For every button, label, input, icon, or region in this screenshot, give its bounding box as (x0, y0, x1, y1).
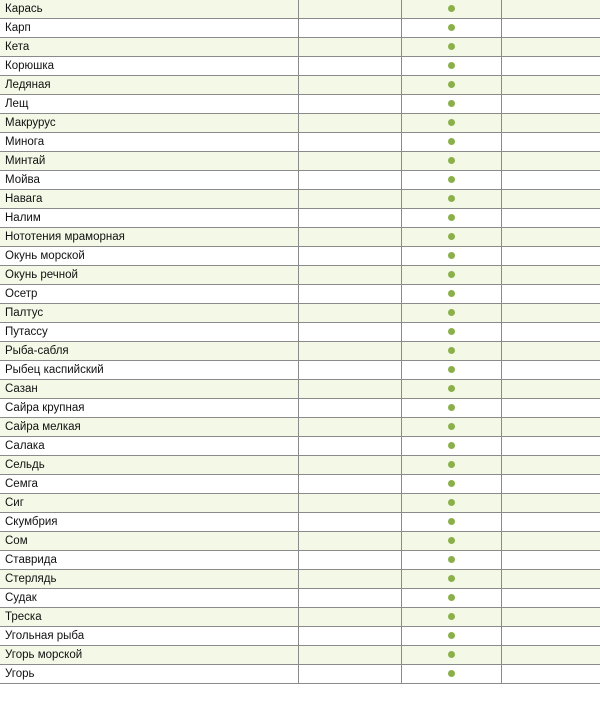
mark-cell-1 (298, 475, 401, 494)
green-dot-icon (448, 632, 455, 639)
table-row (0, 608, 600, 627)
mark-cell-1 (298, 266, 401, 285)
table-row (0, 589, 600, 608)
green-dot-icon (448, 138, 455, 145)
table-row (0, 209, 600, 228)
mark-cell-1 (298, 19, 401, 38)
mark-cell-3 (501, 57, 600, 76)
mark-cell-2 (401, 247, 501, 266)
fish-name-cell: Карп (0, 19, 298, 38)
mark-cell-3 (501, 532, 600, 551)
mark-cell-2 (401, 171, 501, 190)
green-dot-icon (448, 518, 455, 525)
mark-cell-2 (401, 437, 501, 456)
mark-cell-1 (298, 494, 401, 513)
green-dot-icon (448, 271, 455, 278)
mark-cell-2 (401, 0, 501, 19)
table-row (0, 247, 600, 266)
fish-name-cell: Скумбрия (0, 513, 298, 532)
green-dot-icon (448, 461, 455, 468)
fish-name-cell: Окунь морской (0, 247, 298, 266)
fish-name-cell: Салака (0, 437, 298, 456)
table-row (0, 19, 600, 38)
mark-cell-2 (401, 342, 501, 361)
fish-name-cell: Ставрида (0, 551, 298, 570)
table-row (0, 0, 600, 19)
fish-name-cell: Налим (0, 209, 298, 228)
green-dot-icon (448, 385, 455, 392)
mark-cell-2 (401, 665, 501, 684)
mark-cell-2 (401, 532, 501, 551)
mark-cell-1 (298, 551, 401, 570)
mark-cell-2 (401, 57, 501, 76)
table-row (0, 190, 600, 209)
mark-cell-1 (298, 304, 401, 323)
mark-cell-2 (401, 323, 501, 342)
mark-cell-3 (501, 76, 600, 95)
mark-cell-1 (298, 114, 401, 133)
mark-cell-2 (401, 133, 501, 152)
table-row (0, 646, 600, 665)
mark-cell-2 (401, 228, 501, 247)
table-row (0, 494, 600, 513)
fish-name-cell: Треска (0, 608, 298, 627)
mark-cell-1 (298, 76, 401, 95)
table-row (0, 323, 600, 342)
fish-name-cell: Лещ (0, 95, 298, 114)
mark-cell-1 (298, 285, 401, 304)
mark-cell-3 (501, 19, 600, 38)
mark-cell-2 (401, 95, 501, 114)
mark-cell-2 (401, 285, 501, 304)
mark-cell-3 (501, 266, 600, 285)
fish-name-cell: Минтай (0, 152, 298, 171)
green-dot-icon (448, 499, 455, 506)
table-row (0, 475, 600, 494)
mark-cell-2 (401, 190, 501, 209)
green-dot-icon (448, 81, 455, 88)
mark-cell-2 (401, 266, 501, 285)
green-dot-icon (448, 537, 455, 544)
green-dot-icon (448, 290, 455, 297)
mark-cell-3 (501, 285, 600, 304)
mark-cell-2 (401, 475, 501, 494)
mark-cell-2 (401, 380, 501, 399)
green-dot-icon (448, 404, 455, 411)
mark-cell-3 (501, 304, 600, 323)
mark-cell-1 (298, 513, 401, 532)
mark-cell-1 (298, 323, 401, 342)
mark-cell-1 (298, 133, 401, 152)
fish-name-cell: Окунь речной (0, 266, 298, 285)
green-dot-icon (448, 347, 455, 354)
green-dot-icon (448, 575, 455, 582)
table-row (0, 38, 600, 57)
fish-name-cell: Нототения мраморная (0, 228, 298, 247)
fish-name-cell: Сайра мелкая (0, 418, 298, 437)
table-row (0, 418, 600, 437)
table-row (0, 133, 600, 152)
fish-name-cell: Сазан (0, 380, 298, 399)
mark-cell-2 (401, 114, 501, 133)
mark-cell-3 (501, 418, 600, 437)
table-row (0, 665, 600, 684)
green-dot-icon (448, 195, 455, 202)
green-dot-icon (448, 366, 455, 373)
table-row (0, 380, 600, 399)
fish-name-cell: Судак (0, 589, 298, 608)
mark-cell-1 (298, 57, 401, 76)
fish-name-cell: Мойва (0, 171, 298, 190)
mark-cell-2 (401, 304, 501, 323)
mark-cell-3 (501, 247, 600, 266)
mark-cell-2 (401, 209, 501, 228)
fish-name-cell: Корюшка (0, 57, 298, 76)
mark-cell-1 (298, 532, 401, 551)
table-row (0, 304, 600, 323)
mark-cell-1 (298, 152, 401, 171)
mark-cell-1 (298, 570, 401, 589)
green-dot-icon (448, 309, 455, 316)
mark-cell-3 (501, 608, 600, 627)
table-row (0, 399, 600, 418)
mark-cell-3 (501, 38, 600, 57)
mark-cell-3 (501, 437, 600, 456)
fish-name-cell: Угольная рыба (0, 627, 298, 646)
mark-cell-2 (401, 361, 501, 380)
fish-name-cell: Сом (0, 532, 298, 551)
green-dot-icon (448, 480, 455, 487)
mark-cell-3 (501, 152, 600, 171)
mark-cell-1 (298, 665, 401, 684)
fish-name-cell: Кета (0, 38, 298, 57)
fish-name-cell: Путассу (0, 323, 298, 342)
fish-name-cell: Угорь (0, 665, 298, 684)
mark-cell-1 (298, 399, 401, 418)
mark-cell-3 (501, 342, 600, 361)
table-row (0, 627, 600, 646)
green-dot-icon (448, 233, 455, 240)
mark-cell-2 (401, 19, 501, 38)
mark-cell-1 (298, 456, 401, 475)
mark-cell-3 (501, 190, 600, 209)
mark-cell-2 (401, 627, 501, 646)
green-dot-icon (448, 423, 455, 430)
green-dot-icon (448, 157, 455, 164)
mark-cell-3 (501, 570, 600, 589)
fish-name-cell: Рыба-сабля (0, 342, 298, 361)
mark-cell-3 (501, 475, 600, 494)
table-row (0, 437, 600, 456)
table-row (0, 513, 600, 532)
mark-cell-1 (298, 171, 401, 190)
fish-name-cell: Угорь морской (0, 646, 298, 665)
table-row (0, 285, 600, 304)
green-dot-icon (448, 328, 455, 335)
mark-cell-1 (298, 0, 401, 19)
mark-cell-1 (298, 228, 401, 247)
mark-cell-2 (401, 551, 501, 570)
mark-cell-3 (501, 323, 600, 342)
mark-cell-3 (501, 646, 600, 665)
table-row (0, 57, 600, 76)
fish-name-cell: Ледяная (0, 76, 298, 95)
mark-cell-2 (401, 418, 501, 437)
green-dot-icon (448, 670, 455, 677)
table-row (0, 228, 600, 247)
mark-cell-1 (298, 247, 401, 266)
fish-name-cell: Осетр (0, 285, 298, 304)
mark-cell-1 (298, 342, 401, 361)
fish-name-cell: Палтус (0, 304, 298, 323)
table-row (0, 570, 600, 589)
fish-name-cell: Стерлядь (0, 570, 298, 589)
mark-cell-3 (501, 228, 600, 247)
mark-cell-3 (501, 513, 600, 532)
mark-cell-2 (401, 513, 501, 532)
table-row (0, 76, 600, 95)
mark-cell-2 (401, 152, 501, 171)
table-row (0, 152, 600, 171)
fish-name-cell: Сиг (0, 494, 298, 513)
table-row (0, 171, 600, 190)
green-dot-icon (448, 442, 455, 449)
table-row (0, 95, 600, 114)
mark-cell-1 (298, 361, 401, 380)
mark-cell-3 (501, 133, 600, 152)
mark-cell-1 (298, 95, 401, 114)
fish-name-cell: Навага (0, 190, 298, 209)
green-dot-icon (448, 62, 455, 69)
mark-cell-1 (298, 190, 401, 209)
fish-name-cell: Минога (0, 133, 298, 152)
mark-cell-3 (501, 171, 600, 190)
mark-cell-1 (298, 38, 401, 57)
green-dot-icon (448, 43, 455, 50)
fish-name-cell: Рыбец каспийский (0, 361, 298, 380)
mark-cell-1 (298, 608, 401, 627)
fish-name-cell: Карась (0, 0, 298, 19)
green-dot-icon (448, 594, 455, 601)
fish-name-cell: Сайра крупная (0, 399, 298, 418)
mark-cell-1 (298, 380, 401, 399)
table-row (0, 532, 600, 551)
mark-cell-1 (298, 209, 401, 228)
green-dot-icon (448, 176, 455, 183)
mark-cell-3 (501, 494, 600, 513)
mark-cell-1 (298, 437, 401, 456)
green-dot-icon (448, 24, 455, 31)
mark-cell-3 (501, 456, 600, 475)
mark-cell-3 (501, 0, 600, 19)
mark-cell-2 (401, 38, 501, 57)
mark-cell-1 (298, 418, 401, 437)
table-row (0, 456, 600, 475)
mark-cell-1 (298, 627, 401, 646)
green-dot-icon (448, 556, 455, 563)
table-row (0, 551, 600, 570)
mark-cell-1 (298, 589, 401, 608)
mark-cell-3 (501, 361, 600, 380)
mark-cell-2 (401, 76, 501, 95)
table-row (0, 266, 600, 285)
mark-cell-3 (501, 399, 600, 418)
table-row (0, 342, 600, 361)
table-row (0, 114, 600, 133)
green-dot-icon (448, 100, 455, 107)
mark-cell-2 (401, 456, 501, 475)
table-row (0, 361, 600, 380)
fish-name-cell: Семга (0, 475, 298, 494)
green-dot-icon (448, 252, 455, 259)
mark-cell-2 (401, 570, 501, 589)
mark-cell-3 (501, 95, 600, 114)
fish-name-cell: Макрурус (0, 114, 298, 133)
mark-cell-2 (401, 608, 501, 627)
green-dot-icon (448, 5, 455, 12)
mark-cell-3 (501, 627, 600, 646)
mark-cell-3 (501, 380, 600, 399)
green-dot-icon (448, 214, 455, 221)
mark-cell-3 (501, 209, 600, 228)
green-dot-icon (448, 119, 455, 126)
green-dot-icon (448, 613, 455, 620)
mark-cell-3 (501, 589, 600, 608)
mark-cell-2 (401, 399, 501, 418)
mark-cell-3 (501, 665, 600, 684)
mark-cell-3 (501, 114, 600, 133)
mark-cell-2 (401, 646, 501, 665)
mark-cell-3 (501, 551, 600, 570)
mark-cell-2 (401, 494, 501, 513)
mark-cell-2 (401, 589, 501, 608)
fish-name-cell: Сельдь (0, 456, 298, 475)
mark-cell-1 (298, 646, 401, 665)
green-dot-icon (448, 651, 455, 658)
